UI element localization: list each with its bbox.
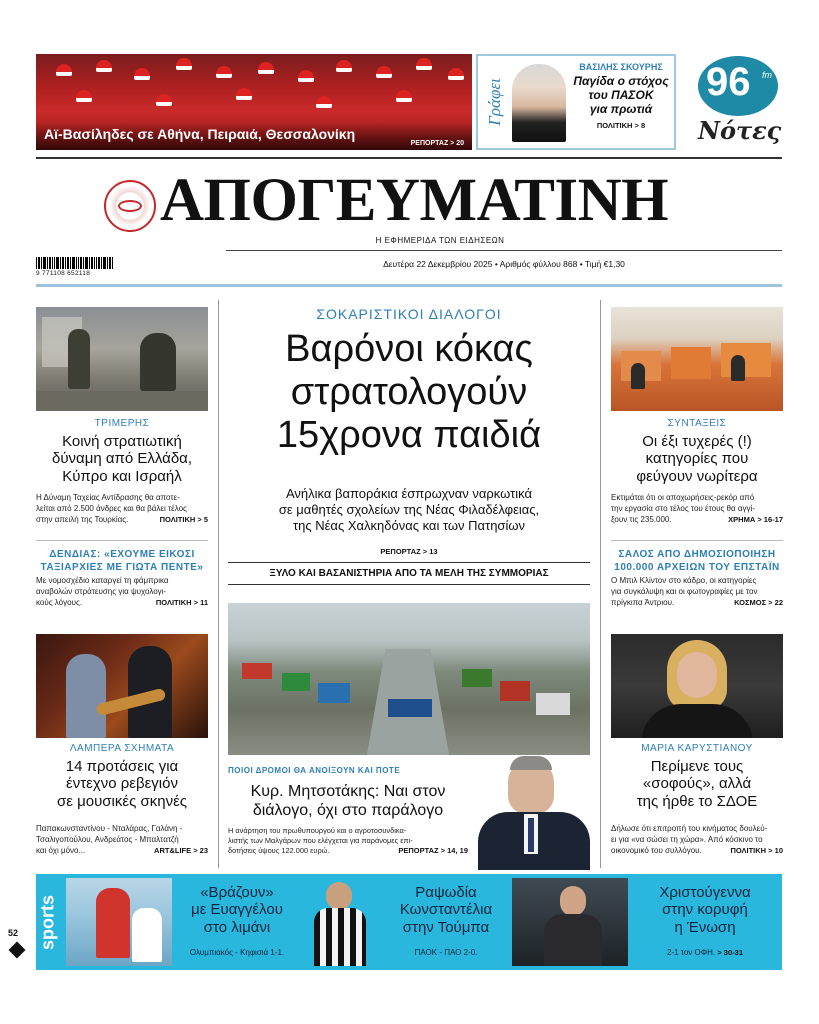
barcode [36,257,114,269]
aek-coach-photo[interactable] [512,878,628,966]
page-number: 52 [8,928,19,938]
mitsotakis-body: Η ανάρτηση του πρωθυπουργού και ο αγροτοσυνδικα- λιστής των Μαλγάρων που ελέγχεται για παράνομες επι- δοτήσεις ύψους 122.000 ευρώ. ΡΕΠΟΡΤΑΖ > 14, 19 [228,826,468,855]
syntaxeis-section: ΣΥΝΤΑΞΕΙΣ [667,418,727,429]
left-divider-1 [36,540,208,541]
santa-crowd-photo[interactable] [36,54,472,150]
date-rule [36,284,782,287]
lampera-ref: ART&LIFE > 23 [154,845,208,855]
syntaxeis-headline[interactable]: Οι έξι τυχερές (!) κατηγορίες που φεύγουν νωρίτερα [636,433,758,485]
top-rule [36,157,782,159]
main-banner: ΞΥΛΟ ΚΑΙ ΒΑΣΑΝΙΣΤΗΡΙΑ ΑΠΟ ΤΑ ΜΕΛΗ ΤΗΣ ΣΥΜΜΟΡΙΑΣ [269,568,549,579]
masthead-subtitle: Η ΕΦΗΜΕΡΙΔΑ ΤΩΝ ΕΙΔΗΣΕΩΝ [375,236,505,245]
mitsotakis-section: ΠΟΙΟΙ ΔΡΟΜΟΙ ΘΑ ΑΝΟΙΞΟΥΝ ΚΑΙ ΠΟΤΕ [228,766,401,775]
main-ref: ΡΕΠΟΡΤΑΖ > 13 [380,547,438,556]
right-col-rule [600,300,601,868]
lampera-body: Παπακωνσταντίνου - Νταλάρας, Γαλάνη - Τσαλιγοπούλου, Ανδρεάτος - Μπαλτατζή και όχι μόνο... ART&LIFE > 23 [36,824,208,855]
sports-item-2-sub: ΠΑΟΚ - ΠΑΟ 2-0. [414,948,478,957]
columnist-name: ΒΑΣΙΛΗΣ ΣΚΟΥΡΗΣ [579,62,663,72]
mitsotakis-photo[interactable] [474,756,594,870]
karystianou-headline[interactable]: Περίμενε τους «σοφούς», αλλά της ήρθε το ΣΔΟΕ [636,758,758,810]
sports-item-2-headline[interactable]: Ραψωδία Κωνσταντέλια στην Τούμπα [399,884,493,936]
sports-item-3-sub: 2-1 τον ΟΦΗ. > 30-31 [667,948,743,957]
diamond-marker [9,942,26,959]
military-photo[interactable] [36,307,208,411]
columnist-ref: ΠΟΛΙΤΙΚΗ > 8 [596,121,646,131]
columnist-title: Παγίδα ο στόχος του ΠΑΣΟΚ για πρωτιά [573,74,669,116]
mitsotakis-ref: ΡΕΠΟΡΤΑΖ > 14, 19 [398,845,468,855]
dendias-body[interactable]: Με νομοσχέδιο καταργεί τη φάμπρικα αναβολών στράτευσης για ψυχολογι- κούς λόγους. ΠΟΛΙΤΙΚΗ > 11 [36,576,208,607]
dendias-ref: ΠΟΛΙΤΙΚΗ > 11 [155,597,208,607]
karystianou-photo[interactable] [611,634,783,738]
radio-name: Νότες [698,116,782,145]
olympiakos-photo[interactable] [66,878,172,966]
karystianou-section: ΜΑΡΙΑ ΚΑΡΥΣΤΙΑΝΟΥ [641,743,753,754]
office-workers-photo[interactable] [611,307,783,411]
santa-ref: ΡΕΠΟΡΤΑΖ > 20 [410,140,464,147]
santa-caption: Αϊ-Βασίληδες σε Αθήνα, Πειραιά, Θεσσαλονίκη [44,126,356,142]
barcode-number: 9 771108 652118 [36,270,91,277]
dendias-section: ΔΕΝΔΙΑΣ: «ΕΧΟΥΜΕ ΕΙΚΟΣΙ ΤΑΞΙΑΡΧΙΕΣ ΜΕ ΓΙΩΤΑ ΠΕΝΤΕ» [40,549,204,573]
trimeris-headline[interactable]: Κοινή στρατιωτική δύναμη από Ελλάδα, Κύπρο και Ισραήλ [51,433,193,485]
masthead-title: ΑΠΟΓΕΥΜΑΤΙΝΗ [160,167,669,234]
mitsotakis-headline[interactable]: Κυρ. Μητσοτάκης: Ναι στον διάλογο, όχι στο παράλογο [250,783,446,820]
columnist-avatar [512,64,566,142]
banner-top-rule [228,562,590,563]
main-deck: Ανήλικα βαποράκια έσπρωχναν ναρκωτικά σε μαθητές σχολείων της Νέας Φιλαδέλφειας, της Νέας Χαλκηδόνας και των Πατησίων [278,486,540,533]
epstein-body[interactable]: Ο Μπιλ Κλίντον στο κάδρο, οι κατηγορίες για συγκάλυψη και οι φωτογραφίες με τον πρίγκιπα Άντριου. ΚΟΣΜΟΣ > 22 [611,576,783,607]
trimeris-ref: ΠΟΛΙΤΙΚΗ > 5 [159,514,208,524]
syntaxeis-body: Εκτιμάται ότι οι αποχωρήσεις-ρεκόρ από την εργασία στο τέλος του έτους θα αγγί- ξουν τις 235.000. ΧΡΗΜΑ > 16-17 [611,493,783,524]
radio-logo [690,54,786,150]
karystianou-body: Δήλωσε ότι επιτροπή του κινήματος δουλεύ- ει για «να σώσει τη χώρα». Από κόσκινο το οικονομικό του συλλόγου. ΠΟΛΙΤΙΚΗ > 10 [611,824,783,855]
masthead-rule [226,250,782,251]
date-line: Δευτέρα 22 Δεκεμβρίου 2025 • Αριθμός φύλλου 868 • Τιμή €1,30 [383,259,625,269]
left-col-rule [218,300,219,868]
main-headline[interactable]: Βαρόνοι κόκας στρατολογούν 15χρονα παιδιά [276,328,542,456]
masthead-emblem [104,180,156,232]
sports-label: sports [37,895,58,951]
sports-strip [36,874,782,970]
syntaxeis-ref: ΧΡΗΜΑ > 16-17 [728,514,783,524]
radio-96-badge: 96 fm [698,56,778,116]
musicians-photo[interactable] [36,634,208,738]
sports-item-1-sub: Ολυμπιακός - Κηφισιά 1-1. [189,948,285,957]
banner-bottom-rule [228,584,590,585]
tractor-blockade-photo[interactable] [228,603,590,755]
epstein-ref: ΚΟΣΜΟΣ > 22 [734,597,783,607]
trimeris-section: ΤΡΙΜΕΡΗΣ [94,418,150,429]
main-kicker: ΣΟΚΑΡΙΣΤΙΚΟΙ ΔΙΑΛΟΓΟΙ [316,306,502,322]
paok-player-photo[interactable] [304,878,378,966]
lampera-headline[interactable]: 14 προτάσεις για έντεχνο ρεβεγιόν σε μουσικές σκηνές [57,758,187,810]
right-divider-1 [611,540,783,541]
columnist-label: Γράφει [485,78,504,126]
trimeris-body: Η Δύναμη Ταχείας Αντίδρασης θα αποτε- λείται από 2.500 άνδρες και θα βάλει τέλος στην απειλή της Τουρκίας. ΠΟΛΙΤΙΚΗ > 5 [36,493,208,524]
epstein-section: ΣΑΛΟΣ ΑΠΟ ΔΗΜΟΣΙΟΠΟΙΗΣΗ 100.000 ΑΡΧΕΙΩΝ ΤΟΥ ΕΠΣΤΑΪΝ [614,549,780,573]
sports-item-1-headline[interactable]: «Βράζουν» με Ευαγγέλου στο λιμάνι [191,884,283,936]
columnist-box[interactable] [476,54,676,150]
sports-item-3-headline[interactable]: Χριστούγεννα στην κορυφή η Ένωση [659,884,751,936]
karystianou-ref: ΠΟΛΙΤΙΚΗ > 10 [730,845,783,855]
sports-item-3-ref: > 30-31 [717,948,743,957]
lampera-section: ΛΑΜΠΕΡΑ ΣΧΗΜΑΤΑ [69,743,175,754]
